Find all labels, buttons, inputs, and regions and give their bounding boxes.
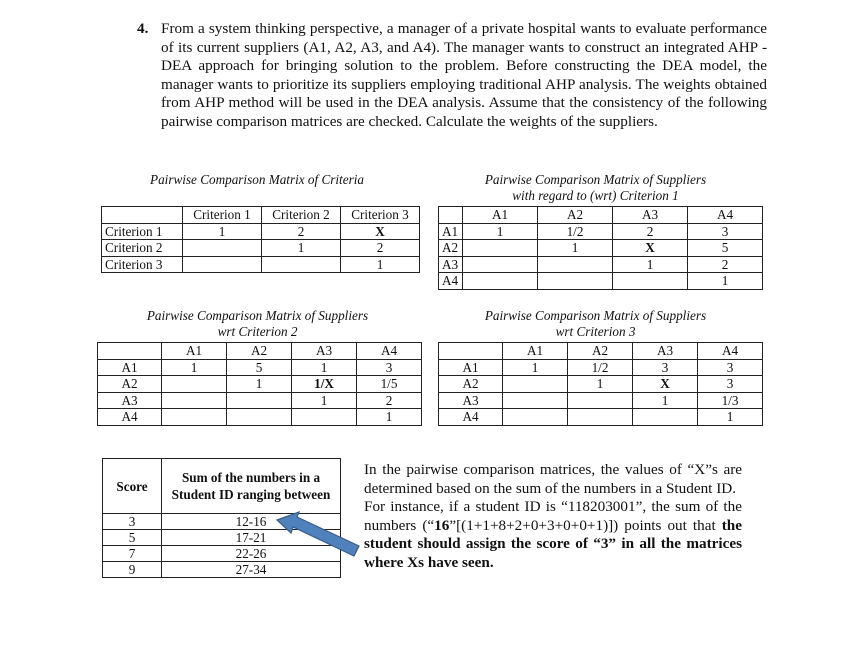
table-row bbox=[439, 409, 763, 426]
table-header-row bbox=[439, 343, 763, 360]
row-label: A4 bbox=[439, 409, 503, 426]
table-row bbox=[439, 359, 763, 376]
table-row bbox=[102, 223, 420, 240]
table-cell: 1 bbox=[538, 240, 613, 257]
table-cell: 2 bbox=[262, 223, 341, 240]
row-label: Criterion 2 bbox=[102, 240, 183, 257]
table-corner bbox=[439, 343, 503, 360]
column-header: Sum of the numbers in a Student ID ranging between bbox=[162, 459, 341, 514]
column-header: A2 bbox=[538, 207, 613, 224]
criteria-matrix-caption: Pairwise Comparison Matrix of Criteria bbox=[150, 172, 364, 187]
note-text: ”[(1+1+8+2+0+3+0+0+1)]) points out that bbox=[449, 516, 722, 534]
table-cell bbox=[183, 256, 262, 273]
criteria-matrix-table bbox=[101, 206, 420, 273]
table-header-row bbox=[439, 207, 763, 224]
table-row bbox=[439, 240, 763, 257]
table-cell bbox=[227, 409, 292, 426]
column-header: A1 bbox=[162, 343, 227, 360]
table-cell bbox=[503, 376, 568, 393]
supplier-c3-table bbox=[438, 342, 763, 426]
column-header: A3 bbox=[633, 343, 698, 360]
table-cell: 1/3 bbox=[698, 392, 763, 409]
column-header: A1 bbox=[503, 343, 568, 360]
table-row bbox=[103, 562, 341, 578]
table-cell bbox=[613, 273, 688, 290]
table-cell: X bbox=[613, 240, 688, 257]
row-label: A3 bbox=[439, 256, 463, 273]
table-cell: 2 bbox=[341, 240, 420, 257]
table-cell: 1 bbox=[463, 223, 538, 240]
score-cell: 7 bbox=[103, 546, 162, 562]
table-cell bbox=[503, 392, 568, 409]
supplier-c3-caption bbox=[438, 308, 753, 340]
note-bold-conclusion: the student should assign the score of “3” in all the matrices where Xs have seen. bbox=[364, 516, 742, 571]
table-cell bbox=[568, 409, 633, 426]
row-label: A2 bbox=[439, 240, 463, 257]
table-cell: 1 bbox=[292, 359, 357, 376]
column-header: A2 bbox=[227, 343, 292, 360]
score-cell: 5 bbox=[103, 530, 162, 546]
row-label: Criterion 3 bbox=[102, 256, 183, 273]
table-cell: X bbox=[341, 223, 420, 240]
table-cell: 1 bbox=[633, 392, 698, 409]
note-block bbox=[364, 461, 742, 573]
table-cell bbox=[503, 409, 568, 426]
row-label: A2 bbox=[98, 376, 162, 393]
column-header: A4 bbox=[688, 207, 763, 224]
table-cell: 3 bbox=[698, 376, 763, 393]
table-row bbox=[98, 409, 422, 426]
table-cell: 1 bbox=[162, 359, 227, 376]
table-cell: 1 bbox=[357, 409, 422, 426]
column-header: Criterion 1 bbox=[183, 207, 262, 224]
supplier-c1-table bbox=[438, 206, 763, 290]
table-cell: 2 bbox=[357, 392, 422, 409]
table-cell: 2 bbox=[688, 256, 763, 273]
table-cell: 3 bbox=[357, 359, 422, 376]
range-cell: 27-34 bbox=[162, 562, 341, 578]
table-row bbox=[439, 223, 763, 240]
row-label: A1 bbox=[98, 359, 162, 376]
table-cell: 1 bbox=[341, 256, 420, 273]
score-cell: 3 bbox=[103, 514, 162, 530]
table-cell: 1 bbox=[698, 409, 763, 426]
table-cell: 1 bbox=[227, 376, 292, 393]
table-cell: 2 bbox=[613, 223, 688, 240]
arrow-shape bbox=[277, 512, 359, 556]
column-header: A3 bbox=[613, 207, 688, 224]
caption-line: Pairwise Comparison Matrix of Suppliers bbox=[484, 308, 707, 323]
table-cell bbox=[262, 256, 341, 273]
table-cell: 1 bbox=[503, 359, 568, 376]
table-cell bbox=[162, 392, 227, 409]
table-cell: 1 bbox=[688, 273, 763, 290]
column-header: A1 bbox=[463, 207, 538, 224]
supplier-c2-table bbox=[97, 342, 422, 426]
table-header-row bbox=[103, 459, 341, 514]
column-header: Score bbox=[103, 459, 162, 514]
caption-line: Pairwise Comparison Matrix of Suppliers bbox=[146, 308, 369, 323]
table-row bbox=[439, 392, 763, 409]
question-block bbox=[137, 20, 767, 132]
row-label: Criterion 1 bbox=[102, 223, 183, 240]
table-row bbox=[439, 376, 763, 393]
caption-line: wrt Criterion 2 bbox=[217, 324, 298, 339]
table-row bbox=[102, 240, 420, 257]
table-row bbox=[439, 256, 763, 273]
column-header: A2 bbox=[568, 343, 633, 360]
table-cell: 1 bbox=[292, 392, 357, 409]
range-cell: 17-21 bbox=[162, 530, 341, 546]
table-header-row bbox=[98, 343, 422, 360]
table-cell bbox=[463, 240, 538, 257]
row-label: A2 bbox=[439, 376, 503, 393]
table-cell bbox=[463, 256, 538, 273]
table-row bbox=[439, 273, 763, 290]
table-cell bbox=[463, 273, 538, 290]
table-cell: 5 bbox=[227, 359, 292, 376]
row-label: A4 bbox=[439, 273, 463, 290]
table-cell: 3 bbox=[633, 359, 698, 376]
table-cell bbox=[538, 273, 613, 290]
range-cell: 22-26 bbox=[162, 546, 341, 562]
table-cell: 1 bbox=[568, 376, 633, 393]
table-cell: 3 bbox=[698, 359, 763, 376]
range-cell: 12-16 bbox=[162, 514, 341, 530]
row-label: A3 bbox=[439, 392, 503, 409]
table-cell: 1/5 bbox=[357, 376, 422, 393]
table-cell: 1/2 bbox=[538, 223, 613, 240]
table-cell: X bbox=[633, 376, 698, 393]
table-cell: 1 bbox=[613, 256, 688, 273]
column-header: A4 bbox=[357, 343, 422, 360]
table-header-row bbox=[102, 207, 420, 224]
table-corner bbox=[98, 343, 162, 360]
table-cell bbox=[568, 392, 633, 409]
column-header: Criterion 3 bbox=[341, 207, 420, 224]
table-corner bbox=[102, 207, 183, 224]
note-paragraph bbox=[364, 498, 742, 572]
table-row bbox=[98, 359, 422, 376]
table-cell: 1/2 bbox=[568, 359, 633, 376]
column-header: A3 bbox=[292, 343, 357, 360]
table-cell: 5 bbox=[688, 240, 763, 257]
note-bold-sum: 16 bbox=[434, 516, 450, 534]
row-label: A1 bbox=[439, 223, 463, 240]
table-cell bbox=[538, 256, 613, 273]
table-cell: 3 bbox=[688, 223, 763, 240]
note-paragraph: In the pairwise comparison matrices, the values of “X”s are determined based on the sum of the numbers in a Student ID. bbox=[364, 461, 742, 497]
table-row bbox=[102, 256, 420, 273]
table-cell: 1/X bbox=[292, 376, 357, 393]
question-text: From a system thinking perspective, a manager of a private hospital wants to evaluate performance of its current suppliers (A1, A2, A3, and A4). The manager wants to construct an integrated AHP - DEA approach for bringing solution to the problem. Before constructing the DEA model, the manager wants to prioritize its suppliers employing traditional AHP analysis. The weights obtained from AHP method will be used in the DEA analysis. Assume that the consistency of the following pairwise comparison matrices are checked. Calculate the weights of the suppliers. bbox=[161, 20, 767, 130]
column-header: Criterion 2 bbox=[262, 207, 341, 224]
question-number: 4. bbox=[137, 20, 149, 37]
pointer-arrow-icon bbox=[275, 508, 365, 560]
table-cell bbox=[162, 409, 227, 426]
score-cell: 9 bbox=[103, 562, 162, 578]
table-cell: 1 bbox=[183, 223, 262, 240]
note-text: For instance, if a student ID is “118203001”, the sum of the numbers (“ bbox=[364, 498, 742, 534]
caption-line: wrt Criterion 3 bbox=[555, 324, 636, 339]
caption-line: with regard to (wrt) Criterion 1 bbox=[512, 188, 679, 203]
table-cell bbox=[162, 376, 227, 393]
row-label: A3 bbox=[98, 392, 162, 409]
table-corner bbox=[439, 207, 463, 224]
table-cell bbox=[633, 409, 698, 426]
column-header: A4 bbox=[698, 343, 763, 360]
row-label: A4 bbox=[98, 409, 162, 426]
supplier-c1-caption bbox=[438, 172, 753, 204]
supplier-c2-caption bbox=[100, 308, 415, 340]
table-cell bbox=[292, 409, 357, 426]
table-cell bbox=[183, 240, 262, 257]
table-cell: 1 bbox=[262, 240, 341, 257]
table-row bbox=[98, 376, 422, 393]
caption-line: Pairwise Comparison Matrix of Suppliers bbox=[484, 172, 707, 187]
table-row bbox=[98, 392, 422, 409]
table-cell bbox=[227, 392, 292, 409]
row-label: A1 bbox=[439, 359, 503, 376]
